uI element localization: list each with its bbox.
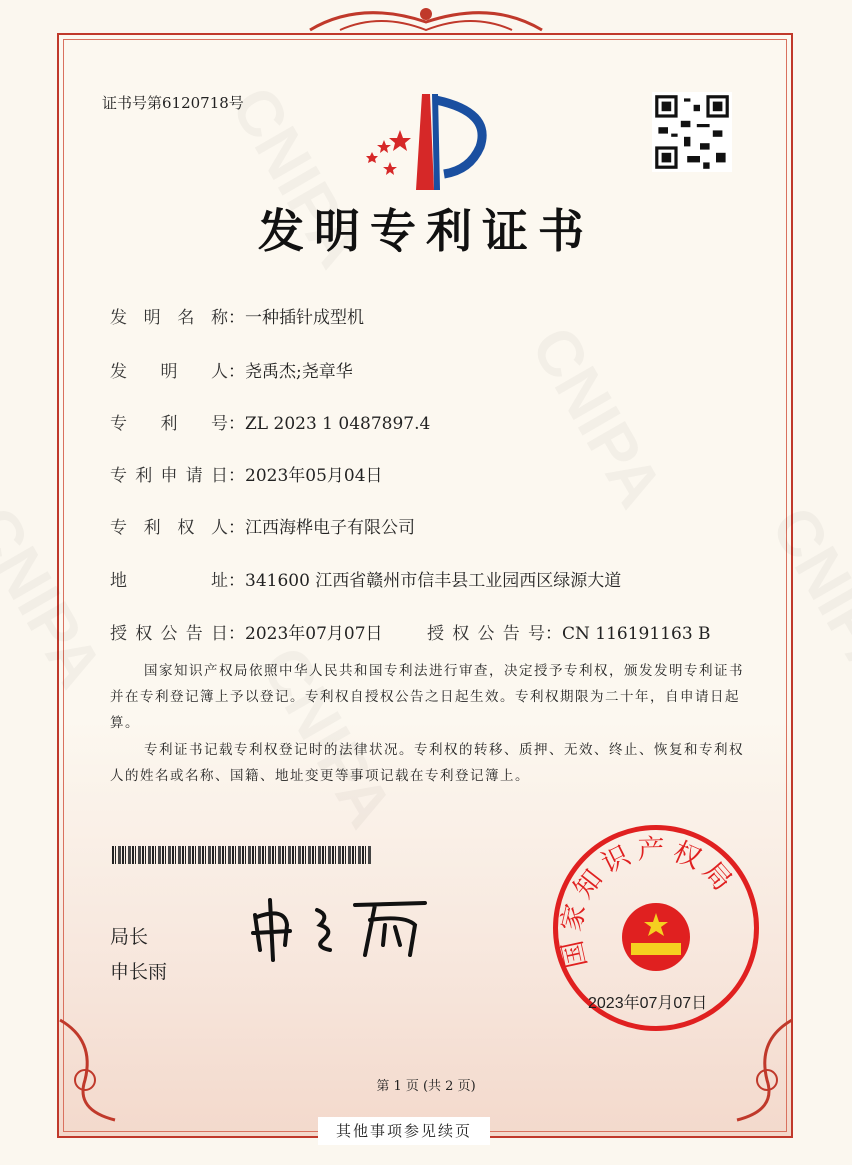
colon: ： [228,466,245,486]
field-value: 341600 江西省赣州市信丰县工业园西区绿源大道 [245,571,622,591]
field-invention-name [110,303,364,328]
field-value: 江西海桦电子有限公司 [245,518,415,538]
director-title: 局长 [110,926,149,948]
field-label: 发明名称 [110,308,228,328]
field-label: 授权公告日 [110,624,228,644]
field-value: CN 116191163 B [562,624,711,644]
field-label: 专利权人 [110,518,228,538]
colon: ： [228,624,245,644]
colon: ： [228,362,245,382]
field-value: 尧禹杰;尧章华 [245,362,353,382]
legal-paragraph: 国家知识产权局依照中华人民共和国专利法进行审查，决定授予专利权，颁发发明专利证书并在专利登记簿上予以登记。专利权自授权公告之日起生效。专利权期限为二十年，自申请日起算。 [110,663,744,731]
continuation-note: 其他事项参见续页 [318,1117,490,1145]
field-label: 发明人 [110,362,228,382]
field-label: 专利申请日 [110,466,228,486]
field-label: 专利号 [110,414,228,434]
field-patentee [110,513,415,538]
field-application-date [110,461,383,486]
seal-date: 2023年07月07日 [588,995,708,1012]
page-title: 发明专利证书 [258,204,594,258]
colon: ： [545,624,562,644]
legal-paragraph: 专利证书记载专利权登记时的法律状况。专利权的转移、质押、无效、终止、恢复和专利权人的姓名或名称、国籍、地址变更等事项记载在专利登记簿上。 [110,742,744,784]
field-value: ZL 2023 1 0487897.4 [245,414,431,434]
corner-ornament-icon [55,1010,145,1130]
svg-text:国家知识产权局: 国家知识产权局 [555,834,742,971]
field-value: 一种插针成型机 [245,308,364,328]
cnipa-logo-icon [360,92,495,192]
colon: ： [228,308,245,328]
signature-icon [245,895,445,965]
certificate-number: 证书号第6120718号 [102,94,244,112]
field-grant-number [427,619,711,644]
field-grant-date [110,619,383,644]
field-address [110,566,621,591]
barcode [112,846,372,864]
qr-code [652,92,732,172]
colon: ： [228,414,245,434]
colon: ： [228,518,245,538]
field-label: 地址 [110,571,228,591]
director-name: 申长雨 [110,961,168,983]
field-label: 授权公告号 [427,624,545,644]
colon: ： [228,571,245,591]
field-patent-number [110,409,430,434]
page-number: 第 1 页 (共 2 页) [376,1079,476,1094]
field-inventor [110,357,353,382]
top-ornament-icon [300,0,552,40]
field-value: 2023年07月07日 [245,624,383,644]
field-value: 2023年05月04日 [245,466,383,486]
